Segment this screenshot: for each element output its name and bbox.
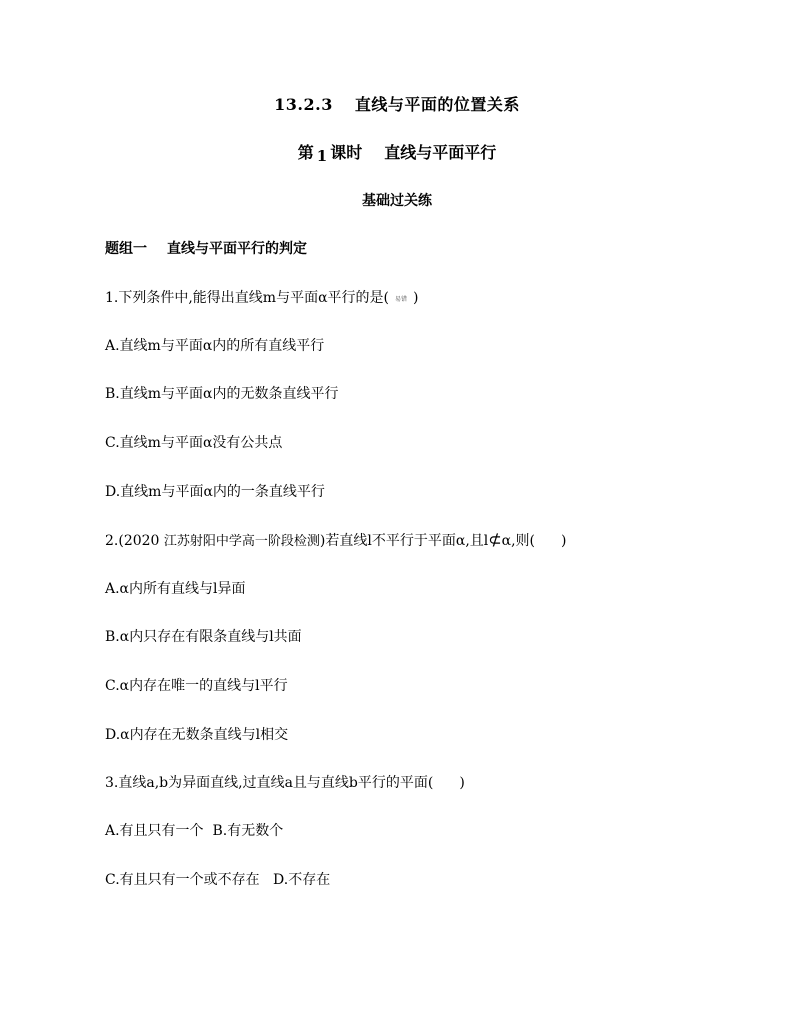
section-heading: 基础过关练 — [362, 193, 432, 209]
subtitle-prefix: 第 — [297, 143, 314, 162]
subtitle-number: 1 — [316, 147, 328, 165]
question-3-close: ) — [459, 775, 465, 791]
question-3-text: 3.直线a,b为异面直线,过直线a且与直线b平行的平面( — [105, 775, 434, 791]
subtitle-mid: 课时 — [330, 143, 363, 162]
question-1-stem — [105, 287, 418, 307]
page-subtitle — [0, 140, 794, 163]
title-number: 13.2.3 — [274, 95, 333, 114]
title-text: 直线与平面的位置关系 — [354, 95, 520, 114]
question-2-option-d: D.α内存在无数条直线与l相交 — [105, 727, 289, 743]
question-2-option-a: A.α内所有直线与l异面 — [105, 581, 246, 597]
question-1-close: ) — [413, 290, 419, 306]
group-heading — [105, 238, 307, 258]
page-title — [0, 92, 794, 115]
question-2-option-b: B.α内只存在有限条直线与l共面 — [105, 629, 302, 645]
question-1-text: 1.下列条件中,能得出直线m与平面α平行的是( — [105, 290, 389, 306]
group-label: 题组一 — [105, 241, 147, 257]
not-subset-symbol: ⊄ — [488, 530, 502, 549]
question-2-source: 江苏射阳中学高一阶段检测 — [163, 534, 320, 549]
question-1-option-d: D.直线m与平面α内的一条直线平行 — [105, 484, 325, 500]
question-2-close: ) — [561, 533, 567, 549]
question-2-mid: )若直线l不平行于平面α,且l — [319, 533, 489, 549]
question-3-options-cd: C.有且只有一个或不存在 D.不存在 — [105, 872, 331, 888]
question-2-option-c: C.α内存在唯一的直线与l平行 — [105, 678, 288, 694]
question-3-stem — [105, 772, 465, 792]
question-1-option-b: B.直线m与平面α内的无数条直线平行 — [105, 386, 339, 402]
question-1-option-a: A.直线m与平面α内的所有直线平行 — [105, 338, 325, 354]
question-3-options-ab: A.有且只有一个 B.有无数个 — [105, 823, 284, 839]
group-title: 直线与平面平行的判定 — [167, 241, 307, 257]
question-1-option-c: C.直线m与平面α没有公共点 — [105, 435, 283, 451]
question-2-end: α,则( — [501, 533, 536, 549]
question-2-start: 2.(2020 — [105, 533, 164, 549]
question-2-stem — [105, 530, 567, 550]
subtitle-text: 直线与平面平行 — [384, 143, 497, 162]
error-prone-mark: 易错 — [395, 295, 408, 303]
